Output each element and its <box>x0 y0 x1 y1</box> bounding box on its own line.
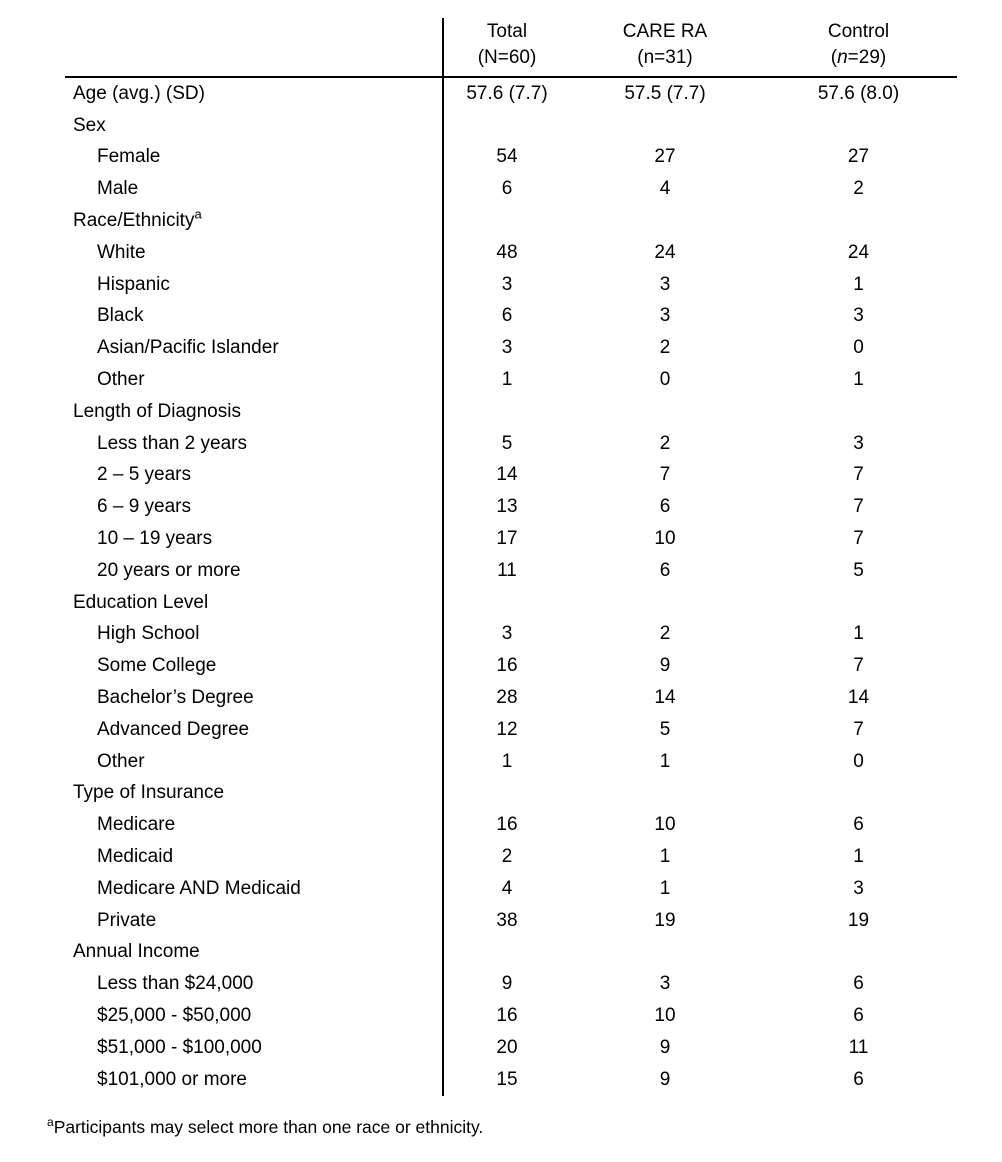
table-row <box>65 714 957 746</box>
row-item-label: $101,000 or more <box>97 1068 247 1090</box>
table-footnote <box>47 1115 483 1139</box>
value-cell: 6 <box>853 814 864 836</box>
value-cell: 6 <box>853 1005 864 1026</box>
row-section-label: Sex <box>73 114 106 136</box>
row-item-label: White <box>97 241 146 263</box>
value-cell: 1 <box>659 846 671 868</box>
value-cell: 2 <box>853 178 864 200</box>
value-cell: 17 <box>443 523 570 555</box>
table-row <box>65 205 957 237</box>
value-cell: 0 <box>659 369 671 391</box>
table-row <box>65 364 957 396</box>
value-cell: 6 <box>659 496 671 518</box>
value-cell <box>570 205 760 237</box>
table-row <box>65 332 957 364</box>
table-row <box>65 428 957 460</box>
row-item-label: Less than 2 years <box>97 432 247 454</box>
row-section-label: Age (avg.) (SD) <box>73 82 205 104</box>
value-cell: 3 <box>659 973 671 995</box>
value-cell: 3 <box>659 305 671 327</box>
value-cell: 14 <box>443 460 570 492</box>
row-item-label: Other <box>97 369 145 391</box>
column-header-total <box>443 18 570 77</box>
value-cell <box>570 587 760 619</box>
row-item-label: Less than $24,000 <box>97 973 254 995</box>
value-cell <box>443 587 570 619</box>
value-cell: 5 <box>853 559 864 581</box>
table-body <box>65 77 957 1096</box>
value-cell: 5 <box>659 718 671 740</box>
column-count: (n=31) <box>637 47 693 68</box>
table-row <box>65 968 957 1000</box>
value-cell <box>443 778 570 810</box>
value-cell: 11 <box>443 555 570 587</box>
value-cell: 28 <box>443 682 570 714</box>
footnote-reference: a <box>194 206 202 222</box>
row-item-label: 10 – 19 years <box>97 528 213 550</box>
value-cell: 3 <box>853 432 864 454</box>
value-cell: 3 <box>853 877 864 899</box>
table-row <box>65 460 957 492</box>
footnote-marker: a <box>47 1115 54 1130</box>
row-section-label: Length of Diagnosis <box>73 400 241 422</box>
row-item-label: $25,000 - $50,000 <box>97 1005 252 1026</box>
value-cell: 14 <box>847 687 870 709</box>
table-row <box>65 237 957 269</box>
value-cell: 2 <box>659 432 671 454</box>
value-cell: 19 <box>654 909 676 931</box>
value-cell <box>760 587 957 619</box>
value-cell <box>570 396 760 428</box>
value-cell: 16 <box>443 809 570 841</box>
row-item-label: Asian/Pacific Islander <box>97 337 279 359</box>
row-item-label: Hispanic <box>97 273 170 295</box>
table-row <box>65 619 957 651</box>
table-row <box>65 682 957 714</box>
value-cell: 4 <box>443 873 570 905</box>
value-cell: 1 <box>853 846 864 868</box>
value-cell: 7 <box>853 718 864 740</box>
value-cell <box>570 778 760 810</box>
table-row <box>65 396 957 428</box>
value-cell: 1 <box>659 877 671 899</box>
table-row <box>65 491 957 523</box>
header-spacer-cell <box>65 18 443 77</box>
value-cell: 9 <box>443 968 570 1000</box>
table-row <box>65 555 957 587</box>
row-item-label: Bachelor’s Degree <box>97 687 254 709</box>
demographics-table-container <box>65 18 957 1096</box>
column-header-care-ra <box>570 18 760 77</box>
table-row <box>65 905 957 937</box>
column-title: CARE RA <box>622 21 708 42</box>
row-section-label: Race/Ethnicity$^a$ <box>73 206 202 232</box>
value-cell: 57.6 (8.0) <box>817 82 900 104</box>
row-item-label: 6 – 9 years <box>97 496 191 518</box>
row-item-label: Male <box>97 178 139 200</box>
table-row <box>65 1032 957 1064</box>
row-item-label: $51,000 - $100,000 <box>97 1036 262 1058</box>
table-row <box>65 841 957 873</box>
row-section-label: Annual Income <box>73 941 200 963</box>
value-cell: 7 <box>853 464 864 486</box>
value-cell: 27 <box>847 146 870 168</box>
value-cell <box>443 110 570 142</box>
value-cell: 0 <box>853 337 864 359</box>
table-row <box>65 269 957 301</box>
value-cell: 57.5 (7.7) <box>624 82 706 104</box>
row-item-label: Private <box>97 909 157 931</box>
value-cell: 16 <box>443 650 570 682</box>
value-cell: 57.6 (7.7) <box>443 77 570 110</box>
row-item-label: 2 – 5 years <box>97 464 191 486</box>
table-row <box>65 1064 957 1096</box>
row-item-label: Medicare AND Medicaid <box>97 877 301 899</box>
value-cell: 7 <box>659 464 671 486</box>
value-cell: 6 <box>443 301 570 333</box>
table-row <box>65 1000 957 1032</box>
value-cell: 10 <box>654 528 676 550</box>
value-cell: 6 <box>853 973 864 995</box>
value-cell: 10 <box>654 1005 676 1026</box>
demographics-table <box>65 18 957 1096</box>
value-cell: 1 <box>853 273 864 295</box>
table-row <box>65 778 957 810</box>
value-cell: 19 <box>847 909 870 931</box>
value-cell: 11 <box>848 1036 869 1058</box>
table-row <box>65 809 957 841</box>
value-cell <box>570 110 760 142</box>
row-item-label: High School <box>97 623 200 645</box>
value-cell <box>760 778 957 810</box>
value-cell: 6 <box>443 173 570 205</box>
value-cell: 2 <box>659 623 671 645</box>
row-item-label: Black <box>97 305 144 327</box>
value-cell: 7 <box>853 655 864 677</box>
value-cell: 1 <box>853 623 864 645</box>
value-cell <box>760 205 957 237</box>
value-cell <box>570 937 760 969</box>
row-item-label: Some College <box>97 655 217 677</box>
value-cell: 3 <box>443 332 570 364</box>
value-cell: 9 <box>659 655 671 677</box>
value-cell <box>443 937 570 969</box>
value-cell: 48 <box>443 237 570 269</box>
value-cell: 1 <box>443 364 570 396</box>
table-row <box>65 173 957 205</box>
row-item-label: Other <box>97 750 145 772</box>
value-cell: 27 <box>654 146 676 168</box>
value-cell <box>760 110 957 142</box>
value-cell <box>760 396 957 428</box>
footnote-text: Participants may select more than one race or ethnicity. <box>53 1117 484 1137</box>
value-cell: 5 <box>443 428 570 460</box>
value-cell: 1 <box>443 746 570 778</box>
row-item-label: Female <box>97 146 161 168</box>
value-cell: 24 <box>654 241 676 263</box>
value-cell: 3 <box>659 273 671 295</box>
value-cell: 3 <box>443 619 570 651</box>
table-row <box>65 77 957 110</box>
table-row <box>65 523 957 555</box>
value-cell: 7 <box>853 528 864 550</box>
value-cell: 3 <box>443 269 570 301</box>
table-row <box>65 937 957 969</box>
value-cell <box>760 937 957 969</box>
row-item-label: Medicaid <box>97 846 174 868</box>
table-row <box>65 587 957 619</box>
header-row <box>65 18 957 77</box>
value-cell: 3 <box>853 305 864 327</box>
value-cell: 6 <box>659 559 671 581</box>
value-cell: 9 <box>659 1036 671 1058</box>
value-cell: 13 <box>443 491 570 523</box>
table-row <box>65 746 957 778</box>
value-cell: 2 <box>659 337 671 359</box>
column-title: Total <box>486 21 528 42</box>
value-cell: 38 <box>443 905 570 937</box>
value-cell <box>443 205 570 237</box>
table-row <box>65 110 957 142</box>
value-cell: 1 <box>853 369 864 391</box>
value-cell: 10 <box>654 814 676 836</box>
row-section-label: Type of Insurance <box>73 782 225 804</box>
value-cell: 7 <box>853 496 864 518</box>
column-count: (N=60) <box>477 47 537 68</box>
column-title: Control <box>827 21 890 42</box>
table-row <box>65 650 957 682</box>
value-cell: 1 <box>659 750 671 772</box>
column-header-control <box>760 18 957 77</box>
value-cell: 15 <box>443 1064 570 1096</box>
row-section-label: Education Level <box>73 591 209 613</box>
value-cell: 54 <box>443 142 570 174</box>
value-cell: 16 <box>443 1000 570 1032</box>
value-cell: 4 <box>659 178 671 200</box>
table-row <box>65 873 957 905</box>
row-item-label: 20 years or more <box>97 559 241 581</box>
column-count: (n=29) <box>830 47 887 68</box>
value-cell: 24 <box>847 241 870 263</box>
value-cell: 9 <box>659 1068 671 1090</box>
value-cell: 2 <box>443 841 570 873</box>
value-cell: 0 <box>853 750 864 772</box>
value-cell: 12 <box>443 714 570 746</box>
table-row <box>65 301 957 333</box>
row-item-label: Advanced Degree <box>97 718 250 740</box>
value-cell: 6 <box>853 1068 864 1090</box>
value-cell <box>443 396 570 428</box>
table-row <box>65 142 957 174</box>
row-item-label: Medicare <box>97 814 176 836</box>
value-cell: 14 <box>654 687 676 709</box>
table-header <box>65 18 957 77</box>
value-cell: 20 <box>443 1032 570 1064</box>
